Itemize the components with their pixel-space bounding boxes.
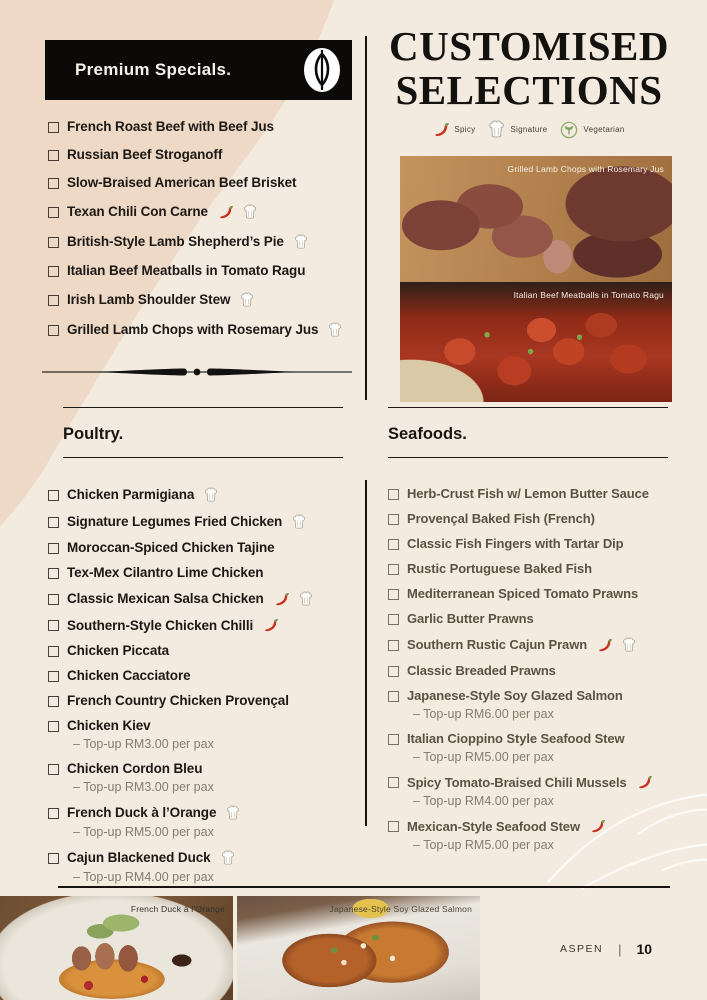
column-divider-top <box>365 36 367 400</box>
menu-item-row <box>48 618 313 633</box>
signature-icon <box>240 292 254 308</box>
signature-icon <box>243 204 257 220</box>
item-checkbox[interactable] <box>48 543 59 554</box>
menu-item <box>48 762 313 794</box>
signature-icon <box>204 487 218 503</box>
item-checkbox[interactable] <box>48 721 59 732</box>
ornament-divider <box>42 366 352 378</box>
item-label: Chicken Parmigiana <box>67 487 195 502</box>
photo-caption: French Duck à l’Orange <box>130 904 225 914</box>
item-checkbox[interactable] <box>48 266 59 277</box>
menu-item-row <box>48 644 313 658</box>
menu-item-row <box>48 120 342 134</box>
brand-name: ASPEN <box>560 943 604 955</box>
item-checkbox[interactable] <box>48 696 59 707</box>
menu-item <box>388 512 652 526</box>
item-label: Signature Legumes Fried Chicken <box>67 514 283 529</box>
menu-item-row <box>388 689 652 703</box>
page-title-line1: CUSTOMISED <box>389 23 669 69</box>
menu-item <box>48 850 313 884</box>
menu-item-row <box>48 322 342 338</box>
signature-icon <box>221 850 235 866</box>
topup-note: – Top-up RM5.00 per pax <box>73 825 214 839</box>
signature-icon <box>292 514 306 530</box>
item-label: Classic Mexican Salsa Chicken <box>67 591 264 606</box>
item-checkbox[interactable] <box>388 589 399 600</box>
spicy-icon <box>433 122 449 138</box>
icon-legend <box>383 120 675 139</box>
menu-item-row <box>48 541 313 555</box>
item-label: Southern Rustic Cajun Prawn <box>407 637 588 652</box>
poultry-section-title: Poultry. <box>63 425 124 443</box>
menu-item <box>48 618 313 633</box>
menu-item <box>48 566 313 580</box>
menu-item-row <box>48 204 342 220</box>
item-checkbox[interactable] <box>388 564 399 575</box>
seafoods-section-header <box>388 407 668 458</box>
item-label: French Roast Beef with Beef Jus <box>67 119 274 134</box>
legend-item-spicy <box>433 122 475 138</box>
page-title-line2: SELECTIONS <box>395 67 663 113</box>
item-label: Italian Beef Meatballs in Tomato Ragu <box>67 263 306 278</box>
item-label: Southern-Style Chicken Chilli <box>67 617 254 633</box>
item-label: Tex-Mex Cilantro Lime Chicken <box>67 565 264 580</box>
item-checkbox[interactable] <box>48 594 59 605</box>
menu-item <box>388 537 652 551</box>
topup-note: – Top-up RM5.00 per pax <box>413 750 554 764</box>
item-checkbox[interactable] <box>388 614 399 625</box>
menu-item-row <box>48 234 342 250</box>
spicy-icon <box>218 205 233 220</box>
item-checkbox[interactable] <box>48 237 59 248</box>
item-checkbox[interactable] <box>388 489 399 500</box>
item-checkbox[interactable] <box>48 620 59 631</box>
item-label: Mexican-Style Seafood Stew <box>407 818 580 834</box>
menu-item <box>388 689 652 721</box>
poultry-list <box>48 487 313 895</box>
item-checkbox[interactable] <box>48 150 59 161</box>
menu-item <box>48 148 342 162</box>
menu-item <box>48 805 313 839</box>
item-checkbox[interactable] <box>48 764 59 775</box>
column-divider-bottom <box>365 480 367 826</box>
menu-item-row <box>388 562 652 576</box>
item-label: Russian Beef Stroganoff <box>67 147 223 162</box>
signature-icon <box>294 234 308 250</box>
menu-item-row <box>388 637 652 653</box>
signature-icon <box>226 805 240 821</box>
menu-item <box>48 644 313 658</box>
topup-note: – Top-up RM4.00 per pax <box>413 794 554 808</box>
item-checkbox[interactable] <box>388 777 399 788</box>
item-checkbox[interactable] <box>48 295 59 306</box>
menu-item-row <box>48 148 342 162</box>
photo-caption: Italian Beef Meatballs in Tomato Ragu <box>513 290 664 300</box>
fish-line-art <box>543 742 707 892</box>
item-label: British-Style Lamb Shepherd’s Pie <box>67 234 284 249</box>
item-checkbox[interactable] <box>388 514 399 525</box>
menu-item-row <box>48 669 313 683</box>
legend-label-spicy: Spicy <box>454 125 476 134</box>
item-label: Provençal Baked Fish (French) <box>407 511 595 526</box>
menu-item <box>388 612 652 626</box>
menu-item <box>48 120 342 134</box>
item-checkbox[interactable] <box>48 646 59 657</box>
photo-caption: Grilled Lamb Chops with Rosemary Jus <box>507 164 664 174</box>
item-checkbox[interactable] <box>48 490 59 501</box>
menu-item <box>48 694 313 708</box>
menu-item-row <box>48 487 313 503</box>
item-checkbox[interactable] <box>388 640 399 651</box>
premium-specials-list <box>48 120 342 352</box>
item-checkbox[interactable] <box>48 853 59 864</box>
item-label: Rustic Portuguese Baked Fish <box>407 561 593 576</box>
item-checkbox[interactable] <box>388 734 399 745</box>
item-label: Classic Breaded Prawns <box>407 663 556 678</box>
item-checkbox[interactable] <box>48 671 59 682</box>
menu-item-row <box>48 264 342 278</box>
menu-item-row <box>388 587 652 601</box>
menu-item <box>48 234 342 250</box>
topup-note: – Top-up RM5.00 per pax <box>413 838 554 852</box>
signature-icon <box>622 637 636 653</box>
item-label: Herb-Crust Fish w/ Lemon Butter Sauce <box>407 486 649 501</box>
item-label: Grilled Lamb Chops with Rosemary Jus <box>67 322 319 337</box>
menu-item-row <box>48 292 342 308</box>
menu-item <box>48 487 313 503</box>
photo-caption: Japanese-Style Soy Glazed Salmon <box>329 904 472 914</box>
footer-separator: | <box>618 941 622 957</box>
item-label: Chicken Piccata <box>67 643 170 658</box>
premium-specials-title: Premium Specials. <box>75 60 232 79</box>
menu-item <box>388 487 652 501</box>
item-checkbox[interactable] <box>48 568 59 579</box>
menu-item-row <box>388 512 652 526</box>
menu-item-row <box>48 591 313 607</box>
vegetarian-icon <box>560 121 578 139</box>
page-title <box>383 24 675 112</box>
item-checkbox[interactable] <box>48 517 59 528</box>
photo-duck-orange <box>0 896 233 1000</box>
item-label: French Country Chicken Provençal <box>67 693 289 708</box>
item-label: Slow-Braised American Beef Brisket <box>67 175 297 190</box>
premium-specials-banner <box>45 40 352 100</box>
item-checkbox[interactable] <box>48 207 59 218</box>
item-label: Chicken Cacciatore <box>67 668 191 683</box>
menu-item <box>388 664 652 678</box>
seafoods-section-title: Seafoods. <box>388 425 467 443</box>
brand-leaf-logo <box>302 47 342 93</box>
menu-item-row <box>48 566 313 580</box>
item-label: Garlic Butter Prawns <box>407 611 534 626</box>
legend-label-signature: Signature <box>510 125 548 134</box>
item-label: Cajun Blackened Duck <box>67 850 211 865</box>
menu-item-row <box>388 487 652 501</box>
photo-soy-salmon <box>237 896 480 1000</box>
menu-item <box>48 176 342 190</box>
poultry-section-header <box>63 407 343 458</box>
menu-item <box>48 204 342 220</box>
legend-label-vegetarian: Vegetarian <box>583 125 625 134</box>
menu-item <box>388 587 652 601</box>
page-footer <box>560 941 690 957</box>
legend-item-signature <box>488 120 547 139</box>
photo-meatballs <box>400 282 672 402</box>
menu-item-row <box>48 514 313 530</box>
page-number: 10 <box>636 941 653 957</box>
signature-icon <box>299 591 313 607</box>
item-label: Japanese-Style Soy Glazed Salmon <box>407 688 623 703</box>
menu-item <box>48 264 342 278</box>
item-label: French Duck à l’Orange <box>67 805 217 820</box>
topup-note: – Top-up RM3.00 per pax <box>73 780 214 794</box>
topup-note: – Top-up RM4.00 per pax <box>73 870 214 884</box>
item-label: Italian Cioppino Style Seafood Stew <box>407 731 625 746</box>
menu-item <box>48 514 313 530</box>
spicy-icon <box>263 618 278 633</box>
topup-note: – Top-up RM3.00 per pax <box>73 737 214 751</box>
photo-lamb-chops <box>400 156 672 282</box>
item-checkbox[interactable] <box>388 821 399 832</box>
legend-item-vegetarian <box>560 121 624 139</box>
menu-item <box>48 541 313 555</box>
signature-icon <box>328 322 342 338</box>
menu-item <box>48 669 313 683</box>
menu-item-row <box>48 805 313 821</box>
item-label: Irish Lamb Shoulder Stew <box>67 292 231 307</box>
spicy-icon <box>597 638 612 653</box>
menu-item-row <box>48 762 313 776</box>
menu-item-row <box>388 612 652 626</box>
menu-item-row <box>48 176 342 190</box>
menu-item-row <box>48 694 313 708</box>
item-label: Classic Fish Fingers with Tartar Dip <box>407 536 624 551</box>
item-label: Texan Chili Con Carne <box>67 204 208 219</box>
menu-item <box>48 591 313 607</box>
footer-rule <box>58 886 670 888</box>
menu-item <box>388 637 652 653</box>
topup-note: – Top-up RM6.00 per pax <box>413 707 554 721</box>
menu-item-row <box>388 537 652 551</box>
item-label: Moroccan-Spiced Chicken Tajine <box>67 540 275 555</box>
menu-item <box>48 292 342 308</box>
item-checkbox[interactable] <box>48 178 59 189</box>
signature-icon <box>488 120 505 139</box>
item-label: Chicken Cordon Bleu <box>67 761 203 776</box>
item-checkbox[interactable] <box>388 691 399 702</box>
item-checkbox[interactable] <box>48 808 59 819</box>
menu-item-row <box>388 664 652 678</box>
item-label: Chicken Kiev <box>67 718 151 733</box>
menu-item <box>48 322 342 338</box>
item-checkbox[interactable] <box>48 325 59 336</box>
item-checkbox[interactable] <box>48 122 59 133</box>
item-label: Spicy Tomato-Braised Chili Mussels <box>407 774 627 790</box>
menu-item <box>48 719 313 751</box>
menu-item <box>388 562 652 576</box>
menu-item-row <box>48 850 313 866</box>
item-checkbox[interactable] <box>388 539 399 550</box>
spicy-icon <box>274 592 289 607</box>
item-checkbox[interactable] <box>388 666 399 677</box>
item-label: Mediterranean Spiced Tomato Prawns <box>407 586 639 601</box>
menu-item-row <box>48 719 313 733</box>
